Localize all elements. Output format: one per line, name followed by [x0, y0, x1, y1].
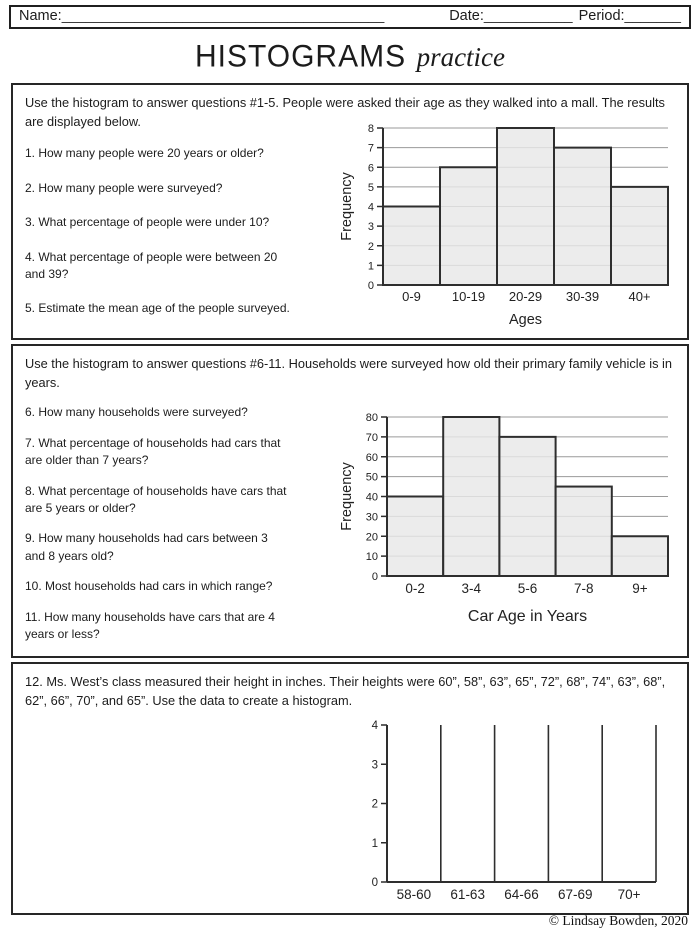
svg-text:80: 80	[365, 412, 378, 424]
svg-text:Frequency: Frequency	[339, 172, 355, 241]
svg-text:10-19: 10-19	[451, 289, 486, 304]
ages-histogram	[339, 119, 671, 333]
svg-text:8: 8	[367, 123, 374, 135]
name-date-period-bar	[9, 5, 691, 29]
title-histograms: HISTOGRAMS	[194, 39, 407, 74]
svg-text:0-2: 0-2	[405, 581, 425, 596]
svg-text:67-69: 67-69	[558, 887, 593, 902]
svg-text:Ages: Ages	[508, 312, 543, 328]
section-questions-6-11	[11, 344, 689, 658]
section-questions-1-5	[11, 83, 689, 340]
svg-text:50: 50	[365, 471, 378, 484]
svg-text:40+: 40+	[628, 289, 651, 304]
question-1: 1. How many people were 20 years or older?	[25, 146, 264, 161]
svg-text:70+: 70+	[617, 887, 641, 902]
svg-text:4: 4	[371, 720, 378, 732]
svg-text:5: 5	[367, 181, 374, 194]
svg-text:0: 0	[371, 877, 378, 889]
svg-text:Car Age in Years: Car Age in Years	[467, 608, 588, 625]
question-7: 7. What percentage of households had cars that are older than 7 years?	[25, 435, 281, 468]
svg-text:0: 0	[367, 280, 374, 292]
question-11: 11. How many households have cars that are 4 years or less?	[25, 609, 275, 641]
svg-text:5-6: 5-6	[517, 581, 538, 596]
question-5: 5. Estimate the mean age of the people surveyed.	[25, 301, 290, 316]
section1-question-list	[25, 145, 291, 317]
svg-text:20-29: 20-29	[508, 289, 543, 304]
section-question-12	[11, 662, 689, 915]
svg-text:70: 70	[365, 431, 378, 444]
svg-text:20: 20	[365, 531, 378, 544]
svg-text:3: 3	[367, 221, 374, 234]
svg-text:0: 0	[371, 571, 378, 583]
svg-text:7: 7	[367, 142, 374, 155]
svg-text:6: 6	[367, 162, 374, 175]
question-8: 8. What percentage of households have cars that are 5 years or older?	[25, 483, 287, 515]
svg-text:1: 1	[371, 837, 378, 850]
copyright-credit: © Lindsay Bowden, 2020	[548, 913, 688, 928]
worksheet-title	[9, 40, 691, 74]
svg-text:60: 60	[365, 451, 378, 464]
section1-intro: Use the histogram to answer questions #1-5. People were asked their age as they walked into a mall. The results are displayed below.	[25, 95, 665, 130]
blank-height-histogram	[337, 718, 659, 910]
svg-text:2: 2	[371, 798, 378, 811]
question-2: 2. How many people were surveyed?	[25, 180, 223, 195]
section3-intro: 12. Ms. West’s class measured their height in inches. Their heights were 60”, 58”, 63”, 65”, 72”, 68”, 74”, 63”, 68”, 62”, 66”, 70”, and 65”. Use the data to create a histogram.	[25, 674, 666, 709]
svg-text:9+: 9+	[632, 581, 648, 596]
svg-text:61-63: 61-63	[450, 887, 485, 902]
section2-intro: Use the histogram to answer questions #6-11. Households were surveyed how old their primary family vehicle is in years.	[25, 356, 673, 391]
svg-text:4: 4	[367, 201, 374, 214]
section2-question-list	[25, 404, 291, 643]
svg-text:0-9: 0-9	[402, 289, 421, 304]
svg-text:Frequency: Frequency	[339, 462, 355, 531]
svg-text:10: 10	[365, 551, 378, 564]
date-label: Date:	[449, 8, 484, 24]
svg-text:7-8: 7-8	[573, 581, 594, 596]
question-3: 3. What percentage of people were under 10?	[25, 215, 270, 230]
title-practice: practice	[416, 42, 506, 72]
question-10: 10. Most households had cars in which range?	[25, 579, 273, 594]
question-9: 9. How many households had cars between 3 and 8 years old?	[25, 531, 268, 563]
svg-text:58-60: 58-60	[396, 887, 432, 902]
svg-text:30: 30	[365, 511, 378, 524]
svg-text:1: 1	[367, 260, 374, 273]
car-age-histogram	[339, 406, 671, 648]
date-blank-line: ___________	[483, 8, 573, 24]
question-6: 6. How many households were surveyed?	[25, 405, 248, 420]
svg-text:30-39: 30-39	[565, 289, 600, 304]
svg-text:3-4: 3-4	[461, 581, 482, 596]
name-blank-line: ________________________________________	[61, 8, 385, 24]
period-label: Period:	[578, 8, 625, 24]
name-label: Name:	[19, 8, 62, 24]
svg-text:2: 2	[367, 240, 374, 253]
period-blank-line: _______	[624, 8, 681, 24]
svg-text:3: 3	[371, 759, 378, 772]
question-4: 4. What percentage of people were between 20 and 39?	[25, 249, 278, 281]
svg-text:40: 40	[365, 491, 378, 504]
svg-text:64-66: 64-66	[504, 887, 539, 902]
